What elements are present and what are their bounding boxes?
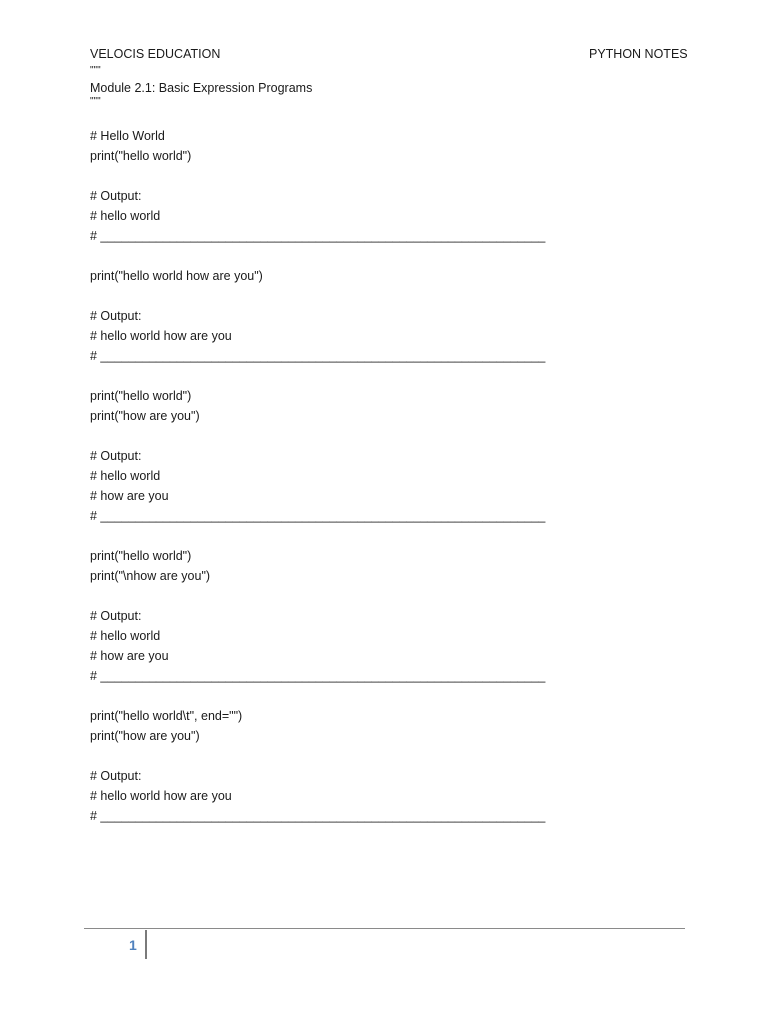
blank-line	[90, 686, 690, 706]
header-left-title: VELOCIS EDUCATION	[90, 47, 221, 61]
blank-line	[90, 746, 690, 766]
docstring-close: """	[90, 96, 101, 107]
header-right-title: PYTHON NOTES	[589, 47, 688, 61]
blank-line	[90, 286, 690, 306]
code-line: # hello world	[90, 209, 161, 223]
blank-line	[90, 586, 690, 606]
code-line: # how are you	[90, 489, 169, 503]
footer-divider	[84, 928, 685, 929]
code-line: # Output:	[90, 449, 142, 463]
code-line: print("how are you")	[90, 729, 200, 743]
blank-line	[90, 426, 690, 446]
code-line: # hello world how are you	[90, 329, 232, 343]
separator-line: # ________________________________________________________________	[90, 509, 546, 523]
code-line: # how are you	[90, 649, 169, 663]
code-line: print("hello world\t", end="")	[90, 709, 243, 723]
code-line: # Output:	[90, 769, 142, 783]
module-title: Module 2.1: Basic Expression Programs	[90, 81, 313, 95]
separator-line: # ________________________________________________________________	[90, 229, 546, 243]
code-line: print("hello world")	[90, 149, 192, 163]
code-line: # Output:	[90, 189, 142, 203]
code-line: # hello world how are you	[90, 789, 232, 803]
code-line: print("hello world")	[90, 389, 192, 403]
blank-line	[90, 246, 690, 266]
docstring-open: """	[90, 65, 101, 76]
document-body	[90, 64, 690, 826]
code-line: print("hello world how are you")	[90, 269, 263, 283]
separator-line: # ________________________________________________________________	[90, 669, 546, 683]
page-number: 1	[129, 937, 137, 953]
blank-line	[90, 526, 690, 546]
code-line: print("how are you")	[90, 409, 200, 423]
code-line: print("\nhow are you")	[90, 569, 211, 583]
code-line: # hello world	[90, 469, 161, 483]
code-line: print("hello world")	[90, 549, 192, 563]
separator-line: # ________________________________________________________________	[90, 809, 546, 823]
blank-line	[90, 166, 690, 186]
code-line: # Output:	[90, 609, 142, 623]
footer-vertical-bar	[145, 930, 147, 959]
code-line: # Hello World	[90, 129, 165, 143]
blank-line	[90, 106, 690, 126]
code-line: # hello world	[90, 629, 161, 643]
separator-line: # ________________________________________________________________	[90, 349, 546, 363]
blank-line	[90, 366, 690, 386]
code-line: # Output:	[90, 309, 142, 323]
